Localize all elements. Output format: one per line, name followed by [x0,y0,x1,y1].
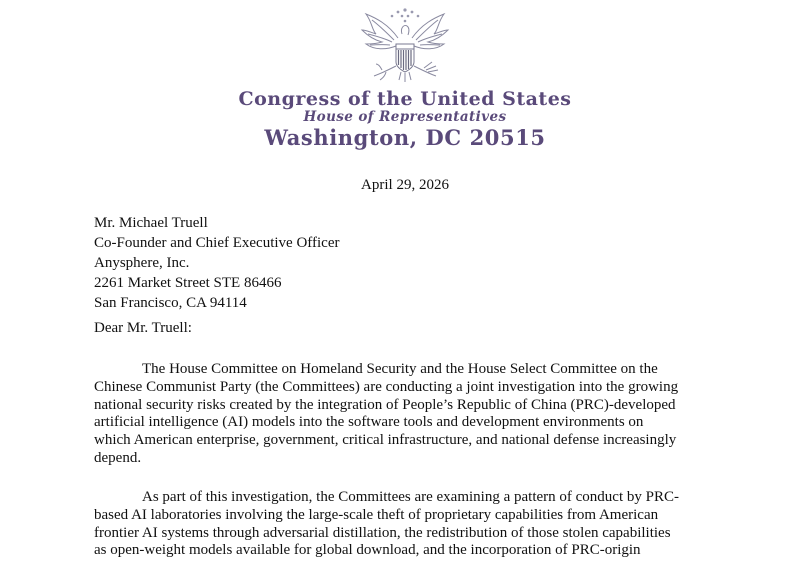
recipient-city: San Francisco, CA 94114 [94,295,247,311]
paragraph-line: frontier AI systems through adversarial distillation, the redistribution of those stolen capabilities [94,524,671,541]
paragraph-1 [94,361,724,468]
recipient-name: Mr. Michael Truell [94,215,208,231]
letterhead-congress: Congress of the United States [238,88,572,110]
paragraph-2 [94,489,724,560]
paragraph-line: as open-weight models available for global download, and the incorporation of PRC-origin [94,542,641,559]
paragraph-line: The House Committee on Homeland Security and the House Select Committee on the [142,361,658,377]
salutation: Dear Mr. Truell: [94,320,192,336]
recipient-street: 2261 Market Street STE 86466 [94,275,282,291]
recipient-company: Anysphere, Inc. [94,255,190,271]
paragraph-line: Chinese Communist Party (the Committees) are conducting a joint investigation into the growing [94,378,679,395]
letterhead-house: House of Representatives [303,109,507,125]
paragraph-line: which American enterprise, government, critical infrastructure, and national defense increasingly [94,432,677,449]
paragraph-line: depend. [94,449,142,466]
paragraph-line: artificial intelligence (AI) models into the software tools and development environments on [94,414,644,431]
recipient-title: Co-Founder and Chief Executive Officer [94,235,340,251]
eagle-seal-icon [358,4,452,84]
paragraph-line: based AI laboratories involving the large-scale theft of proprietary capabilities from American [94,506,659,523]
paragraph-line: national security risks created by the integration of People’s Republic of China (PRC)-developed [94,396,676,413]
letter-date: April 29, 2026 [361,177,449,193]
letterhead-city: Washington, DC 20515 [264,125,546,150]
paragraph-line: As part of this investigation, the Committees are examining a pattern of conduct by PRC- [142,489,679,505]
recipient-address [94,213,339,313]
